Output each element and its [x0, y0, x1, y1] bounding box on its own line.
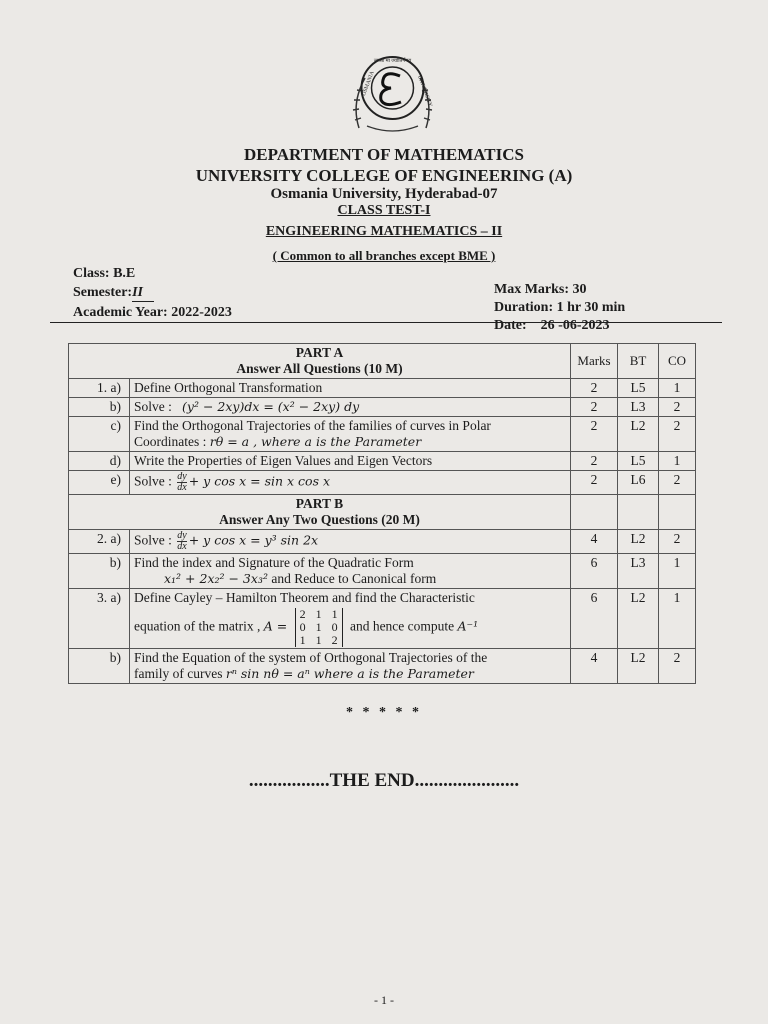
university-logo — [345, 48, 440, 138]
question-row: b) Find the Equation of the system of Orthogonal Trajectories of the family of curves rⁿ sin nθ = aⁿ where a is the Parameter 4 L2 2 — [69, 649, 696, 684]
university-heading: Osmania University, Hyderabad-07 — [270, 186, 498, 202]
duration-info: Duration: 1 hr 30 min — [494, 300, 626, 315]
matrix-a: 2 1 1 0 1 0 1 1 2 — [295, 608, 343, 647]
separator-stars: * * * * * — [346, 705, 422, 720]
page-number: - 1 - — [374, 993, 394, 1007]
marks-header: Marks — [571, 344, 618, 379]
academic-year-info: Academic Year: 2022-2023 — [73, 305, 232, 320]
question-row: 1. a) Define Orthogonal Transformation 2 L5 1 — [69, 379, 696, 398]
logo-left-text: OSMANIA — [361, 70, 376, 97]
question-row: b) Solve : (y² − 2xy)dx = (x² − 2xy) dy 2 L3 2 — [69, 398, 696, 417]
part-a-header: PART A Answer All Questions (10 M) — [69, 344, 571, 379]
college-heading: UNIVERSITY COLLEGE OF ENGINEERING (A) — [195, 166, 573, 185]
date-info: Date: 26 -06-2023 — [494, 318, 610, 333]
branch-note: ( Common to all branches except BME ) — [272, 248, 496, 263]
bt-header: BT — [618, 344, 659, 379]
question-row: d) Write the Properties of Eigen Values and Eigen Vectors 2 L5 1 — [69, 452, 696, 471]
question-row: 2. a) Solve : $\frac{dy}{dx}$ + y cos x = y³ sin 2x 4 L2 2 — [69, 530, 696, 554]
semester-info: Semester:II — [73, 285, 154, 302]
question-row: b) Find the index and Signature of the Quadratic Form x₁² + 2x₂² − 3x₃² and Reduce to Canonical form 6 L3 1 — [69, 554, 696, 589]
class-info: Class: B.E — [73, 266, 136, 281]
co-header: CO — [659, 344, 696, 379]
question-row: 3. a) Define Cayley – Hamilton Theorem and find the Characteristic equation of the matrix , A = 2 1 1 0 1 0 1 1 2 and hence compute A⁻¹ 6 L2 1 — [69, 589, 696, 649]
question-row: c) Find the Orthogonal Trajectories of the families of curves in Polar Coordinates : rθ = a , where a is the Parameter 2 L2 2 — [69, 417, 696, 452]
header-divider — [50, 322, 722, 323]
question-table — [68, 343, 696, 684]
logo-motto: तमसो मा ज्योतिर्गमय — [373, 59, 412, 64]
end-marker: .................THE END...................... — [248, 770, 520, 791]
question-row: e) Solve : $\frac{dy}{dx}$ + y cos x = sin x cos x 2 L6 2 — [69, 471, 696, 495]
logo-right-text: UNIVERSITY — [416, 74, 434, 108]
test-heading: CLASS TEST-I — [337, 203, 431, 218]
department-heading: DEPARTMENT OF MATHEMATICS — [244, 145, 524, 164]
part-b-header: PART B Answer Any Two Questions (20 M) — [69, 495, 571, 530]
subject-heading: ENGINEERING MATHEMATICS – II — [265, 224, 503, 239]
max-marks-info: Max Marks: 30 — [494, 282, 587, 297]
